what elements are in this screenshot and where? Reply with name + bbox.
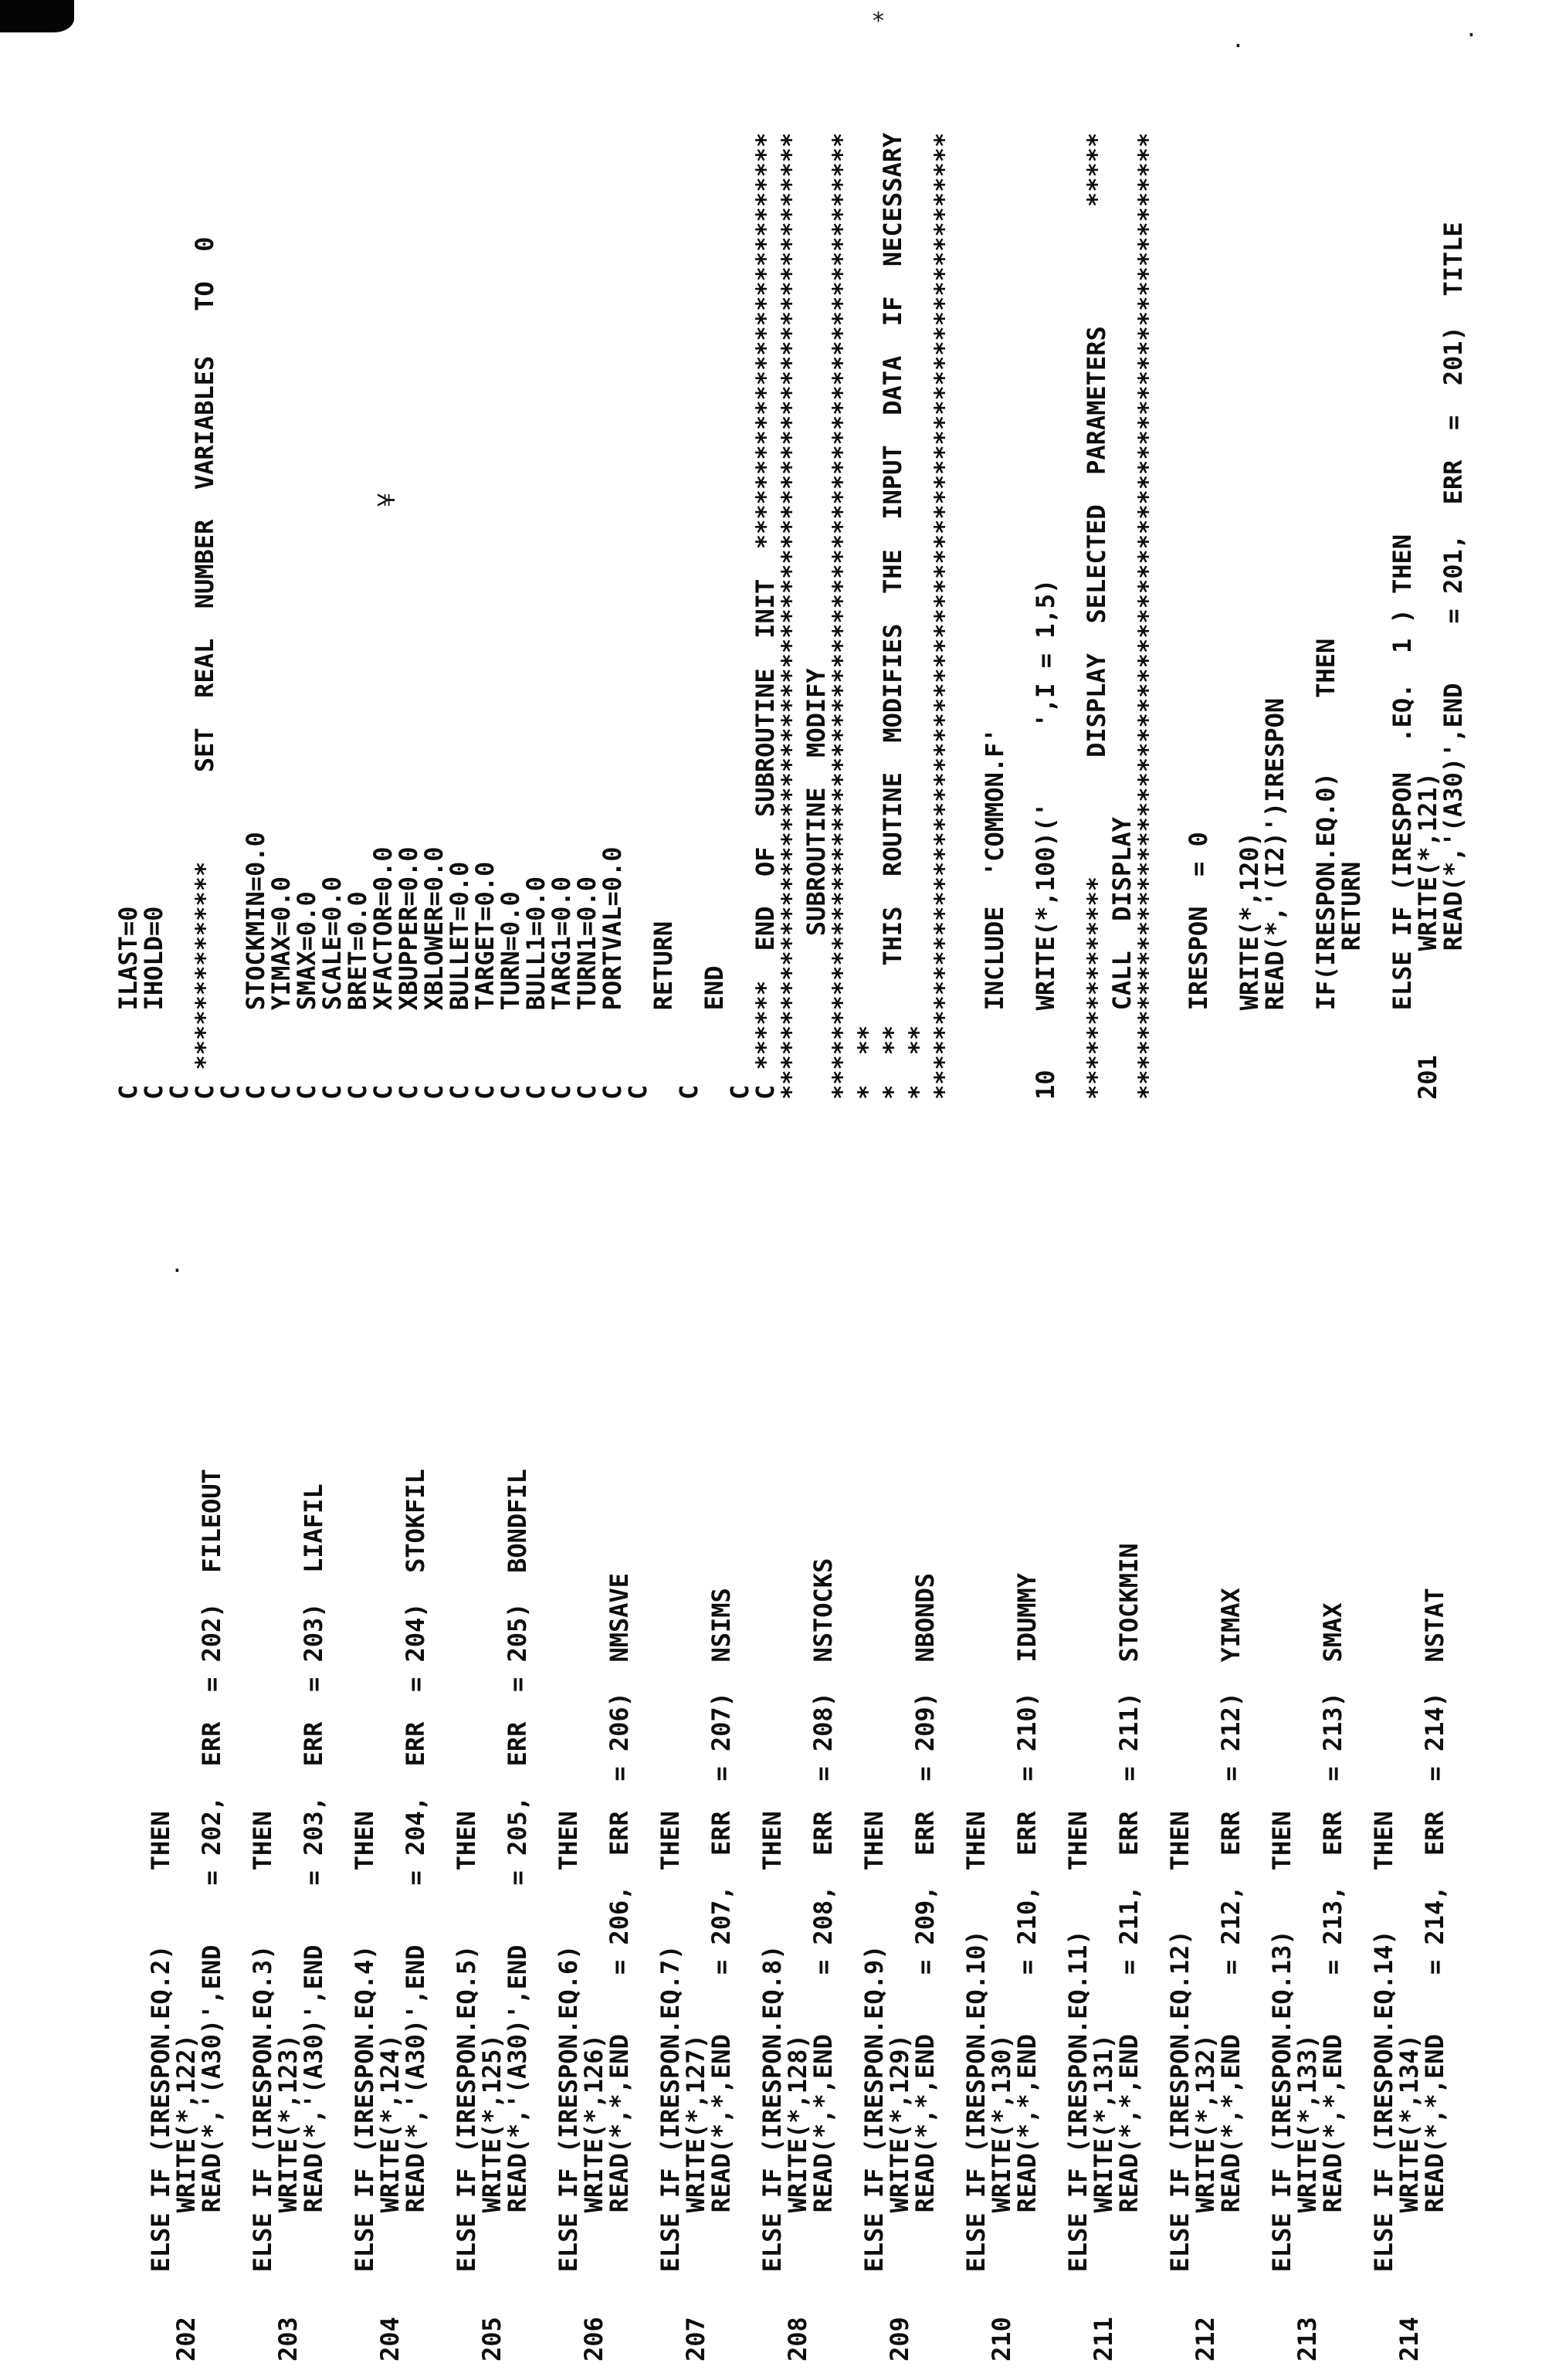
code-listing-init-and-modify: C ILAST=0 C IHOLD=0 C C ************** SET REAL NUMBER VARIABLES TO 0 C C STOCKMIN=0.0 C YIMAX=0.0 C SMAX=0.0 C SCALE=0.0 C BRET=0.0 C XFACTOR=0.0 C XBUPPER=0.0 C XBLOWER=0.0 C BULLET=0.0 C TARGET=0.0 C TURN=0.0 C BULL1=0.0 C TARG1=0.0 C TURN1=0.0 C PORTVAL=0.0 C RETURN C END C C ****** END OF SUBROUTINE INIT **************************** ***************************************************************** SUBROUTINE MODIFY ***************************************************************** * ** * ** THIS ROUTINE MODIFIES THE INPUT DATA IF NECESSARY * ** ***************************************************************** INCLUDE 'COMMON.F' 10 WRITE(*,100)(' ',I = 1,5) *************** DISPLAY SELECTED PARAMETERS ***** CALL DISPLAY ***************************************************************** IRESPON = 0 WRITE(*,120) READ(*,'(I2)')IRESPON IF(IRESPON.EQ.0) THEN RETURN ELSE IF (IRESPON .EQ. 1 ) THEN 201 WRITE(*,121) READ(*,'(A30)',END = 201, ERR = 201) TITLE [114,132,1468,1100]
scan-smudge [0,0,74,32]
speck-mark: * [873,8,884,35]
speck-mark: . [1234,23,1242,54]
speck-mark: . [1467,12,1476,43]
code-listing-respon-ladder: ELSE IF (IRESPON.EQ.2) THEN 202 WRITE(*,122) READ(*,'(A30)',END = 202, ERR = 202) FILEOUT ELSE IF (IRESPON.EQ.3) THEN 203 WRITE(*,123) READ(*,'(A30)',END = 203, ERR = 203) LIAFIL ELSE IF (IRESPON.EQ.4) THEN 204 WRITE(*,124) READ(*,'(A30)',END = 204, ERR = 204) STOKFIL ELSE IF (IRESPON.EQ.5) THEN 205 WRITE(*,125) READ(*,'(A30)',END = 205, ERR = 205) BONDFIL ELSE IF (IRESPON.EQ.6) THEN 206 WRITE(*,126) READ(*,*,END = 206, ERR = 206) NMSAVE ELSE IF (IRESPON.EQ.7) THEN 207 WRITE(*,127) READ(*,*,END = 207, ERR = 207) NSIMS ELSE IF (IRESPON.EQ.8) THEN 208 WRITE(*,128) READ(*,*,END = 208, ERR = 208) NSTOCKS ELSE IF (IRESPON.EQ.9) THEN 209 WRITE(*,129) READ(*,*,END = 209, ERR = 209) NBONDS ELSE IF (IRESPON.EQ.10) THEN 210 WRITE(*,130) READ(*,*,END = 210, ERR = 210) IDUMMY ELSE IF (IRESPON.EQ.11) THEN 211 WRITE(*,131) READ(*,*,END = 211, ERR = 211) STOCKMIN ELSE IF (IRESPON.EQ.12) THEN 212 WRITE(*,132) READ(*,*,END = 212, ERR = 212) YIMAX ELSE IF (IRESPON.EQ.13) THEN 213 WRITE(*,133) READ(*,*,END = 213, ERR = 213) SMAX ELSE IF (IRESPON.EQ.14) THEN 214 WRITE(*,134) READ(*,*,END = 214, ERR = 214) NSTAT [146,1469,1449,2361]
speck-mark: ¥ [374,492,402,508]
speck-mark: . [173,1248,181,1279]
